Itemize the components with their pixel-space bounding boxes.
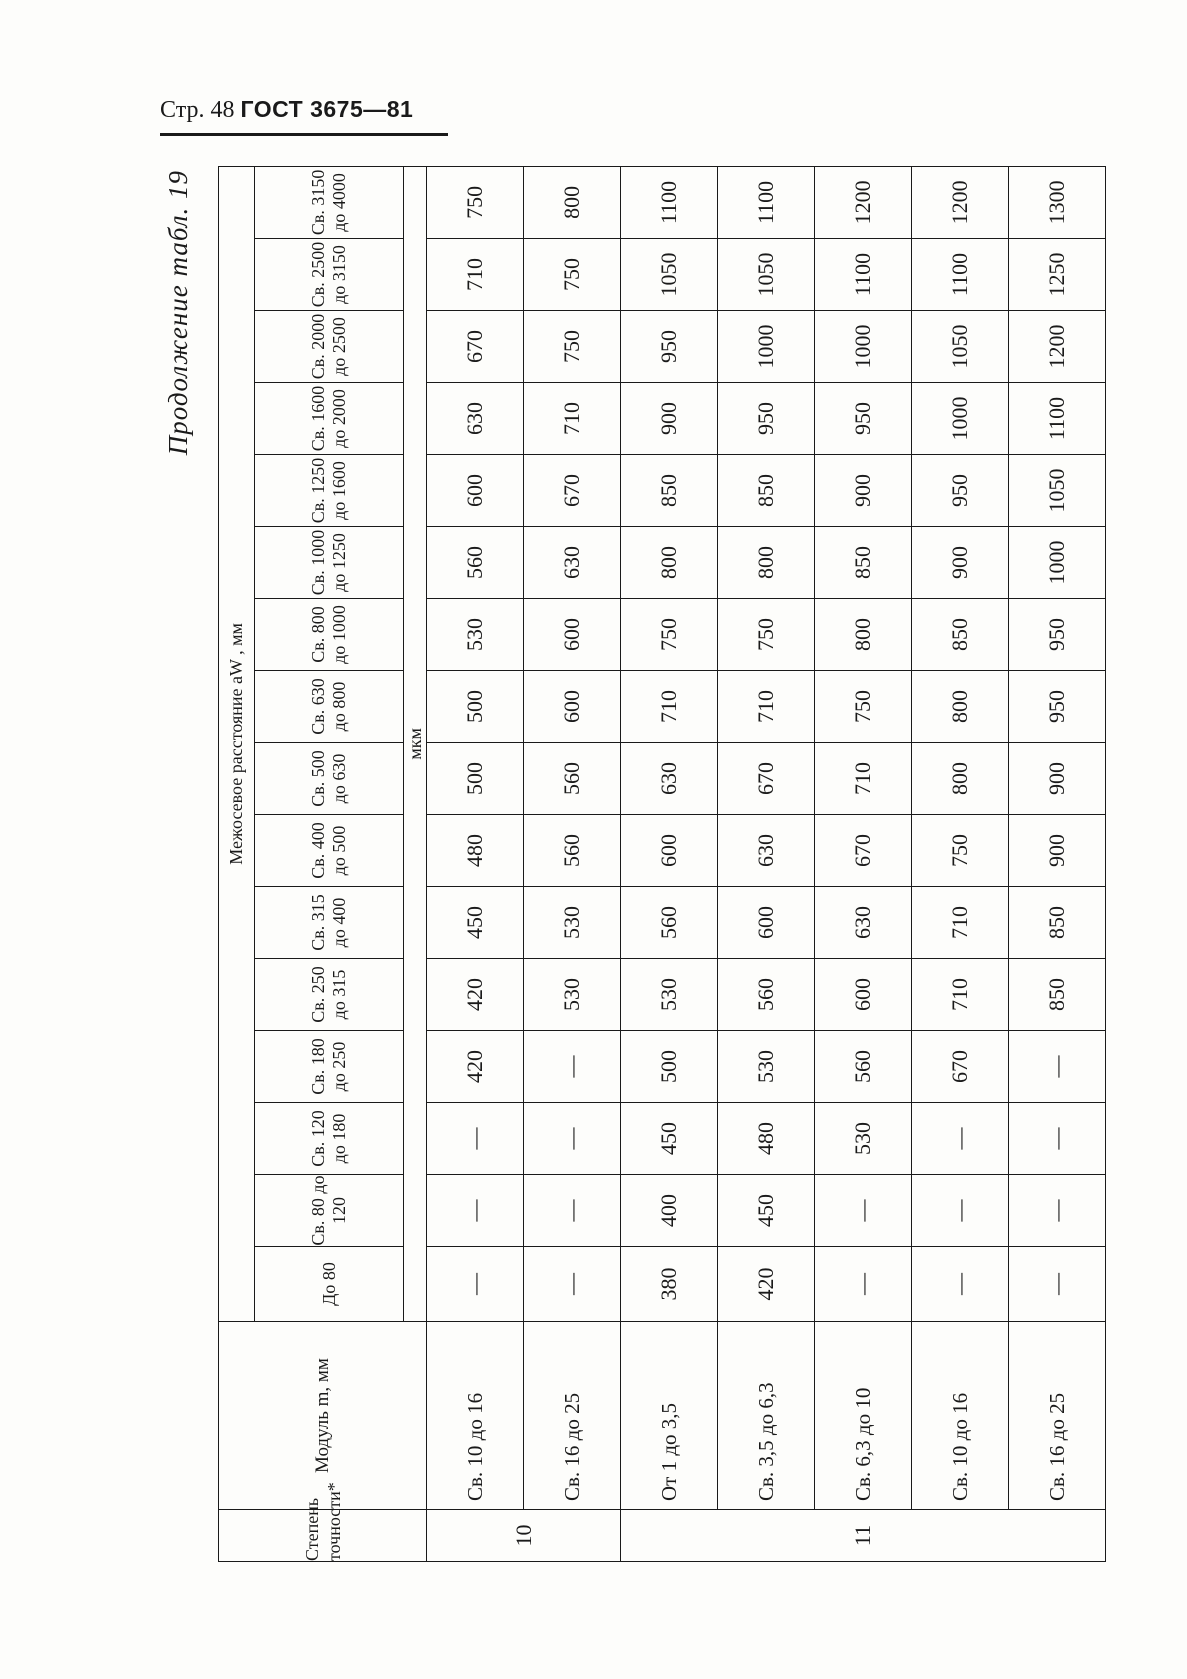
column-header: Св. 3150 до 4000 <box>255 166 404 238</box>
value-cell: — <box>524 1247 621 1322</box>
value-cell: 800 <box>912 743 1009 815</box>
value-cell: 750 <box>427 166 524 238</box>
value-cell: — <box>524 1103 621 1175</box>
value-cell: 900 <box>1009 815 1106 887</box>
value-cell: — <box>1009 1175 1106 1247</box>
value-cell: 1300 <box>1009 166 1106 238</box>
value-cell: 500 <box>427 671 524 743</box>
value-cell: — <box>524 1175 621 1247</box>
value-cell: 450 <box>718 1175 815 1247</box>
column-header: Св. 80 до 120 <box>255 1175 404 1247</box>
column-header: Св. 630 до 800 <box>255 671 404 743</box>
value-cell: 710 <box>718 671 815 743</box>
value-cell: 600 <box>524 671 621 743</box>
page-number: Стр. 48 <box>160 97 235 123</box>
value-cell: 670 <box>912 1031 1009 1103</box>
value-cell: 900 <box>1009 743 1106 815</box>
grade-header: Степень точности* <box>219 1510 427 1562</box>
value-cell: 850 <box>912 599 1009 671</box>
module-cell: Св. 3,5 до 6,3 <box>718 1322 815 1510</box>
value-cell: 710 <box>912 959 1009 1031</box>
value-cell: 1050 <box>1009 455 1106 527</box>
value-cell: 1050 <box>912 311 1009 383</box>
value-cell: 530 <box>524 959 621 1031</box>
value-cell: 450 <box>621 1103 718 1175</box>
value-cell: 950 <box>1009 671 1106 743</box>
value-cell: 1100 <box>718 166 815 238</box>
column-header: Св. 120 до 180 <box>255 1103 404 1175</box>
value-cell: 420 <box>427 1031 524 1103</box>
value-cell: 480 <box>427 815 524 887</box>
table-row <box>427 166 524 1561</box>
grade-cell: 11 <box>621 1510 1106 1562</box>
value-cell: — <box>1009 1103 1106 1175</box>
value-cell: 560 <box>718 959 815 1031</box>
table-caption: Продолжение табл. 19 <box>163 170 193 456</box>
value-cell: 500 <box>427 743 524 815</box>
value-cell: 850 <box>1009 959 1106 1031</box>
value-cell: 950 <box>621 311 718 383</box>
value-cell: 630 <box>815 887 912 959</box>
module-cell: Св. 16 до 25 <box>524 1322 621 1510</box>
value-cell: — <box>427 1175 524 1247</box>
value-cell: 420 <box>718 1247 815 1322</box>
tolerance-table <box>218 166 1106 1562</box>
value-cell: 380 <box>621 1247 718 1322</box>
value-cell: 560 <box>621 887 718 959</box>
value-cell: 480 <box>718 1103 815 1175</box>
value-cell: 530 <box>621 959 718 1031</box>
value-cell: — <box>912 1175 1009 1247</box>
value-cell: 400 <box>621 1175 718 1247</box>
column-header: Св. 1000 до 1250 <box>255 527 404 599</box>
value-cell: 900 <box>815 455 912 527</box>
header-rule <box>160 133 448 136</box>
module-header: Модуль m, мм <box>219 1322 427 1510</box>
value-cell: — <box>1009 1247 1106 1322</box>
value-cell: 1000 <box>718 311 815 383</box>
value-cell: 800 <box>912 671 1009 743</box>
value-cell: 850 <box>815 527 912 599</box>
value-cell: 1200 <box>912 166 1009 238</box>
module-cell: Св. 10 до 16 <box>427 1322 524 1510</box>
value-cell: 1250 <box>1009 239 1106 311</box>
value-cell: — <box>524 1031 621 1103</box>
value-cell: 950 <box>718 383 815 455</box>
value-cell: 420 <box>427 959 524 1031</box>
value-cell: 530 <box>718 1031 815 1103</box>
page-header <box>160 96 413 124</box>
value-cell: 850 <box>1009 887 1106 959</box>
value-cell: 670 <box>815 815 912 887</box>
module-cell: Св. 10 до 16 <box>912 1322 1009 1510</box>
value-cell: 710 <box>815 743 912 815</box>
table-row <box>718 166 815 1561</box>
value-cell: 1050 <box>621 239 718 311</box>
value-cell: 560 <box>427 527 524 599</box>
table-row <box>524 166 621 1561</box>
value-cell: 600 <box>427 455 524 527</box>
value-cell: 710 <box>621 671 718 743</box>
column-header: Св. 180 до 250 <box>255 1031 404 1103</box>
value-cell: 670 <box>718 743 815 815</box>
value-cell: — <box>912 1247 1009 1322</box>
value-cell: 630 <box>427 383 524 455</box>
value-cell: 630 <box>621 743 718 815</box>
value-cell: — <box>912 1103 1009 1175</box>
value-cell: — <box>815 1247 912 1322</box>
table-row <box>815 166 912 1561</box>
column-header: Св. 1600 до 2000 <box>255 383 404 455</box>
value-cell: 800 <box>621 527 718 599</box>
value-cell: 850 <box>621 455 718 527</box>
value-cell: 450 <box>427 887 524 959</box>
rotated-table-area <box>160 170 1108 1562</box>
value-cell: 710 <box>912 887 1009 959</box>
module-cell: Св. 16 до 25 <box>1009 1322 1106 1510</box>
value-cell: 1100 <box>815 239 912 311</box>
column-header: Св. 400 до 500 <box>255 815 404 887</box>
value-cell: 800 <box>718 527 815 599</box>
value-cell: — <box>427 1103 524 1175</box>
table-row <box>621 166 718 1561</box>
value-cell: 600 <box>524 599 621 671</box>
value-cell: 900 <box>621 383 718 455</box>
module-cell: Св. 6,3 до 10 <box>815 1322 912 1510</box>
value-cell: 600 <box>621 815 718 887</box>
value-cell: — <box>1009 1031 1106 1103</box>
value-cell: 900 <box>912 527 1009 599</box>
value-cell: 950 <box>815 383 912 455</box>
value-cell: 800 <box>524 166 621 238</box>
value-cell: 710 <box>427 239 524 311</box>
value-cell: 1100 <box>1009 383 1106 455</box>
value-cell: 1200 <box>815 166 912 238</box>
value-cell: 560 <box>524 743 621 815</box>
column-header: Св. 1250 до 1600 <box>255 455 404 527</box>
value-cell: 800 <box>815 599 912 671</box>
value-cell: 950 <box>912 455 1009 527</box>
value-cell: 530 <box>815 1103 912 1175</box>
unit-label: мкм <box>404 166 427 1321</box>
table-row <box>1009 166 1106 1561</box>
value-cell: 710 <box>524 383 621 455</box>
value-cell: 500 <box>621 1031 718 1103</box>
value-cell: 1000 <box>912 383 1009 455</box>
column-header: Св. 2500 до 3150 <box>255 239 404 311</box>
value-cell: — <box>815 1175 912 1247</box>
value-cell: 750 <box>524 239 621 311</box>
value-cell: 630 <box>718 815 815 887</box>
value-cell: 1000 <box>1009 527 1106 599</box>
column-header: Св. 250 до 315 <box>255 959 404 1031</box>
module-cell: От 1 до 3,5 <box>621 1322 718 1510</box>
value-cell: 1050 <box>718 239 815 311</box>
column-header: Св. 315 до 400 <box>255 887 404 959</box>
value-cell: 750 <box>621 599 718 671</box>
value-cell: 1000 <box>815 311 912 383</box>
column-header: Св. 2000 до 2500 <box>255 311 404 383</box>
column-header: Св. 800 до 1000 <box>255 599 404 671</box>
value-cell: 750 <box>718 599 815 671</box>
value-cell: 630 <box>524 527 621 599</box>
value-cell: 750 <box>815 671 912 743</box>
value-cell: 670 <box>524 455 621 527</box>
value-cell: 950 <box>1009 599 1106 671</box>
column-header: До 80 <box>255 1247 404 1322</box>
value-cell: 560 <box>524 815 621 887</box>
grade-cell: 10 <box>427 1510 621 1562</box>
column-header: Св. 500 до 630 <box>255 743 404 815</box>
value-cell: 1100 <box>912 239 1009 311</box>
value-cell: — <box>427 1247 524 1322</box>
value-cell: 600 <box>815 959 912 1031</box>
value-cell: 530 <box>427 599 524 671</box>
value-cell: 750 <box>524 311 621 383</box>
document-title: ГОСТ 3675—81 <box>240 96 414 122</box>
value-cell: 750 <box>912 815 1009 887</box>
value-cell: 1100 <box>621 166 718 238</box>
table-row <box>912 166 1009 1561</box>
center-distance-header: Межосевое расстояние aW , мм <box>219 166 255 1321</box>
value-cell: 850 <box>718 455 815 527</box>
value-cell: 1200 <box>1009 311 1106 383</box>
value-cell: 670 <box>427 311 524 383</box>
value-cell: 600 <box>718 887 815 959</box>
value-cell: 530 <box>524 887 621 959</box>
value-cell: 560 <box>815 1031 912 1103</box>
